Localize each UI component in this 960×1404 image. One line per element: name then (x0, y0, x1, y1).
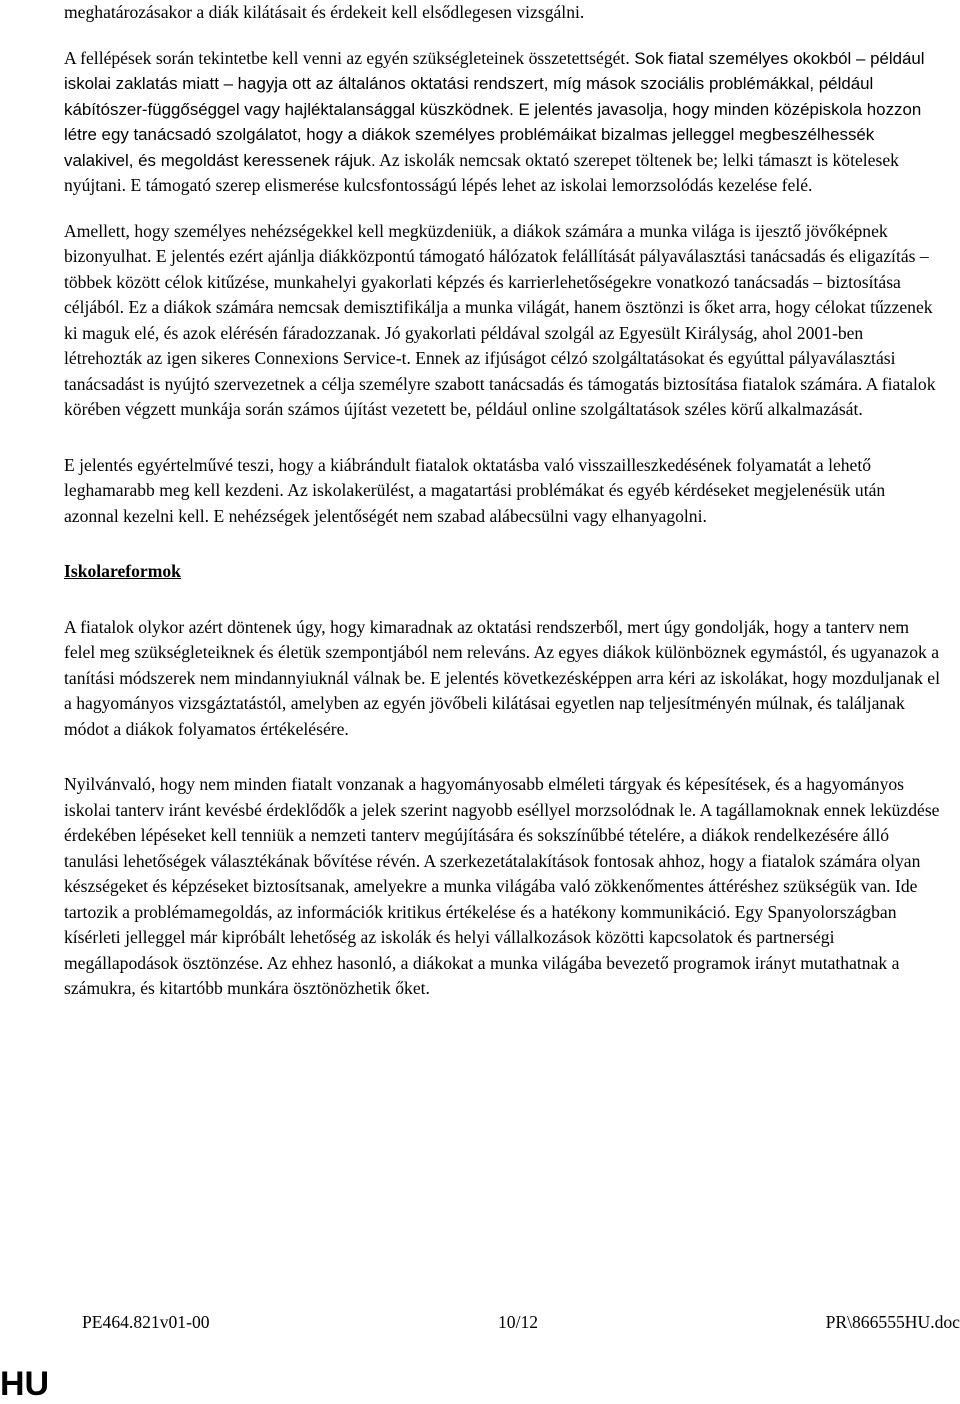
page-footer (82, 1312, 960, 1338)
footer-reference: PE464.821v01-00 (82, 1312, 210, 1332)
paragraph-world-of-work: Amellett, hogy személyes nehézségekkel kell megküzdeniük, a diákok számára a munka világa is ijesztő jövőképnek bizonyulhat. E jelentés ezért ajánlja diákközpontú támogató hálózatok felállítását pályaválasztási tanácsadás és eligazítás – többek között célok kitűzése, munkahelyi gyakorlati képzés és karrierlehetőségekre vonatkozó tanácsadás – biztosítása céljából. Ez a diákok számára nemcsak demisztifikálja a munka világát, hanem ösztönzi is őket arra, hogy célokat tűzzenek ki maguk elé, és azok elérésén fáradozzanak. Jó gyakorlati példával szolgál az Egyesült Királyság, ahol 2001-ben létrehozták az igen sikeres Connexions Service-t. Ennek az ifjúságot célzó szolgáltatásokat és egyúttal pályaválasztási tanácsadást is nyújtó szervezetnek a célja személyre szabott tanácsadás és támogatás biztosítása fiatalok számára. A fiatalok körében végzett munkája során számos újítást vezetett be, például online szolgáltatások széles körű alkalmazását. (64, 220, 936, 419)
footer-page-number: 10/12 (498, 1312, 539, 1332)
paragraph-curriculum-relevance: A fiatalok olykor azért döntenek úgy, hogy kimaradnak az oktatási rendszerből, mert úgy gondolják, hogy a tanterv nem felel meg szükségleteiknek és életük szempontjából nem releváns. Az egyes diákok különböznek egymástól, és ugyanazok a tanítási módszerek nem mindannyiuknál válnak be. E jelentés következésképpen arra kéri az iskolákat, hogy mozduljanak el a hagyományos vizsgáztatástól, amelyben az egyén jövőbeli kilátásai egyetlen nap teljesítményén múlnak, és találjanak módot a diákok folyamatos értékelésére. (64, 616, 940, 739)
paragraph-top-line: meghatározásakor a diák kilátásait és érdekeit kell elsődlegesen vizsgálni. (64, 2, 585, 22)
language-code: HU (0, 1365, 50, 1403)
paragraph-individual-needs (64, 46, 944, 199)
para1-lead-sentence: A fellépések során tekintetbe kell venni az egyén szükségleteinek összetettségét. (64, 47, 630, 68)
para1-closing-text: Az iskolák nemcsak oktató szerepet töltenek be; lelki támaszt is kötelesek nyújtani. E támogató szerep elismerése kulcsfontosságú lépés lehet az iskolai lemorzsolódás kezelése felé. (64, 149, 899, 195)
section-heading: Iskolareformok (64, 561, 181, 581)
document-body (64, 0, 944, 1032)
para1-middle-text: Sok fiatal személyes okokból – például iskolai zaklatás miatt – hagyja ott az általános oktatási rendszert, míg mások szociális problémákkal, például kábítószer-függőséggel vagy hajléktalansággal küszködnek. E jelentés javasolja, hogy minden középiskola hozzon létre egy tanácsadó szolgálatot, hogy a diákok személyes problémáikat bizalmas jelleggel megbeszélhessék valakivel, és megoldást keressenek rájuk. (64, 48, 925, 170)
paragraph-reintegration: E jelentés egyértelművé teszi, hogy a kiábrándult fiatalok oktatásba való visszailleszkedésének folyamatát a lehető leghamarabb meg kell kezdeni. Az iskolakerülést, a magatartási problémákat és egyéb kérdéseket megjelenésük után azonnal kezelni kell. E nehézségek jelentőségét nem szabad alábecsülni vagy elhanyagolni. (64, 454, 886, 526)
footer-file-name: PR\866555HU.doc (825, 1312, 960, 1332)
paragraph-curriculum-reform: Nyilvánvaló, hogy nem minden fiatalt vonzanak a hagyományosabb elméleti tárgyak és képesítések, és a hagyományos iskolai tanterv iránt kevésbé érdeklődők a jelek szerint nagyobb eséllyel morzsolódnak le. A tagállamoknak ennek leküzdése érdekében lépéseket kell tenniük a nemzeti tanterv megújítására és sokszínűbbé tételére, a diákok rendelkezésére álló tanulási lehetőségek választékának bővítése révén. A szerkezetátalakítások fontosak ahhoz, hogy a fiatalok számára olyan készségeket és képzéseket biztosítsanak, amelyekre a munka világába való zökkenőmentes áttéréshez szükségük van. Ide tartozik a problémamegoldás, az információk kritikus értékelése és a hatékony kommunikáció. Egy Spanyolországban kísérleti jelleggel már kipróbált lehetőség az iskolák és helyi vállalkozások közötti kapcsolatok és partnerségi megállapodások ösztönzése. Az ehhez hasonló, a diákokat a munka világába bevezető programok irányt mutathatnak a számukra, és kitartóbb munkára ösztönözhetik őket. (64, 774, 940, 998)
